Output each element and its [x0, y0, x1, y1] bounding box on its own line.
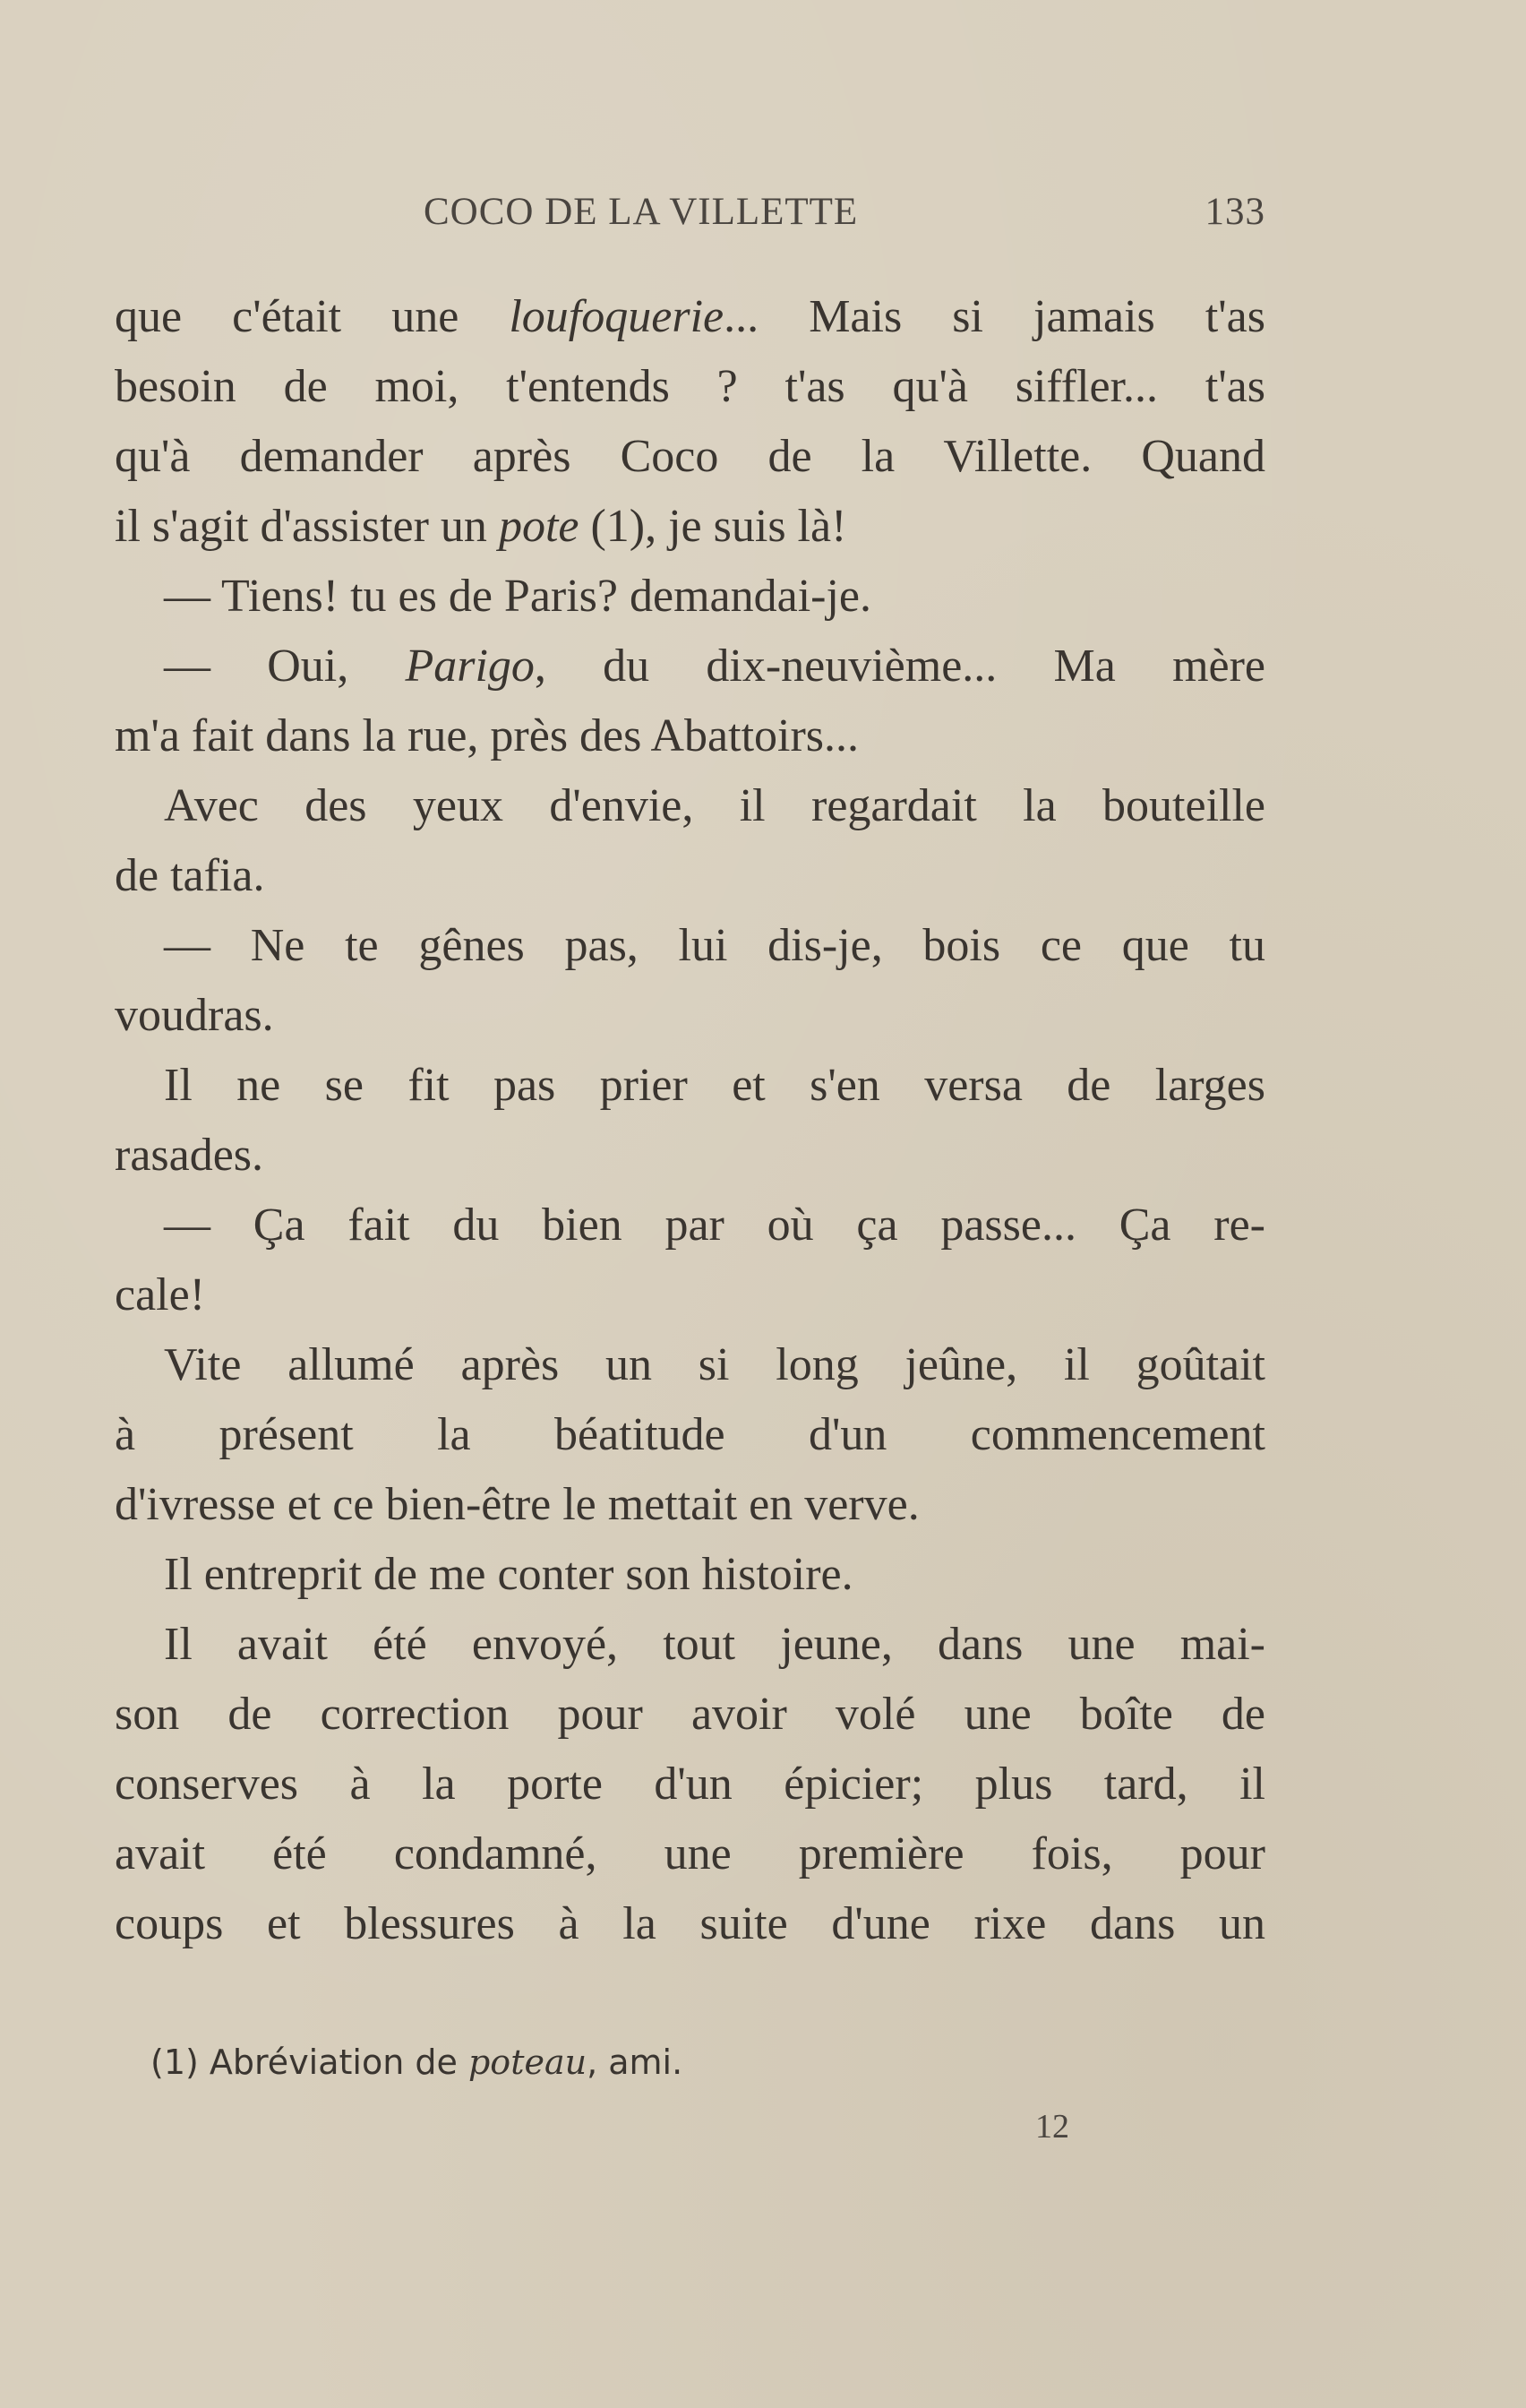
text-segment: il s'agit d'assister un — [115, 501, 499, 552]
text-line — [115, 1121, 1265, 1191]
text-line — [115, 1750, 1265, 1819]
text-line — [115, 981, 1265, 1051]
footnote-marker: (1) — [150, 2042, 199, 2082]
text-line — [115, 282, 1265, 352]
text-segment: voudras. — [115, 990, 274, 1041]
text-segment: Vite allumé après un si long jeûne, il goûtait — [164, 1339, 1265, 1390]
text-segment: conserves à la porte d'un épicier; plus tard, il — [115, 1759, 1265, 1810]
text-segment: Il ne se fit pas prier et s'en versa de larges — [164, 1060, 1265, 1111]
text-line — [115, 1330, 1265, 1400]
text-segment: que c'était une — [115, 291, 510, 342]
text-line — [115, 632, 1265, 701]
text-segment: cale! — [115, 1269, 206, 1320]
text-segment: de tafia. — [115, 850, 265, 901]
text-segment: , du dix-neuvième... Ma mère — [534, 641, 1265, 692]
text-segment: avait été condamné, une première fois, pour — [115, 1828, 1265, 1879]
text-segment: m'a fait dans la rue, près des Abattoirs... — [115, 710, 860, 761]
text-line — [115, 1191, 1265, 1260]
text-segment: Avec des yeux d'envie, il regardait la bouteille — [164, 780, 1265, 831]
text-segment: rasades. — [115, 1130, 264, 1181]
text-line — [115, 1889, 1265, 1959]
italic-word: Parigo — [405, 641, 535, 692]
text-segment: (1), je suis là! — [579, 501, 847, 552]
text-segment: qu'à demander après Coco de la Villette. Quand — [115, 431, 1265, 482]
text-segment: son de correction pour avoir volé une boîte de — [115, 1689, 1265, 1740]
text-line — [115, 1540, 1265, 1610]
text-segment: — Ça fait du bien par où ça passe... Ça re- — [164, 1200, 1265, 1251]
text-line — [115, 1051, 1265, 1121]
text-segment: — Ne te gênes pas, lui dis-je, bois ce que tu — [164, 920, 1265, 971]
text-line — [115, 1819, 1265, 1889]
text-line — [115, 1470, 1265, 1540]
text-line — [115, 1400, 1265, 1470]
text-line — [115, 1680, 1265, 1750]
running-title: COCO DE LA VILLETTE — [424, 191, 859, 233]
text-segment: Il entreprit de me conter son histoire. — [164, 1549, 853, 1600]
text-line — [115, 911, 1265, 981]
italic-word: loufoquerie — [509, 291, 724, 342]
text-segment: ... Mais si jamais t'as — [724, 291, 1265, 342]
text-segment: — Oui, — [164, 641, 406, 692]
text-segment: — Tiens! tu es de Paris? demandai-je. — [164, 571, 871, 622]
signature-mark: 12 — [1035, 2108, 1069, 2146]
text-line — [115, 1610, 1265, 1680]
text-segment: Il avait été envoyé, tout jeune, dans une mai- — [164, 1619, 1265, 1670]
italic-word: pote — [498, 501, 579, 552]
text-line — [115, 352, 1265, 422]
text-line — [115, 492, 1265, 562]
text-line — [115, 771, 1265, 841]
page-number: 133 — [1205, 191, 1265, 233]
text-line — [115, 701, 1265, 771]
running-head — [115, 190, 1265, 244]
text-segment: besoin de moi, t'entends ? t'as qu'à siffler... t'as — [115, 361, 1265, 412]
text-segment: d'ivresse et ce bien-être le mettait en verve. — [115, 1479, 920, 1530]
text-segment: à présent la béatitude d'un commencement — [115, 1409, 1265, 1460]
footnote — [150, 2042, 682, 2082]
text-line — [115, 1260, 1265, 1330]
body-text — [115, 282, 1265, 1959]
footnote-text-post: , ami. — [587, 2042, 683, 2082]
text-line — [115, 841, 1265, 911]
text-line — [115, 422, 1265, 492]
footnote-text-pre: Abréviation de — [198, 2042, 468, 2082]
text-line — [115, 562, 1265, 632]
text-segment: coups et blessures à la suite d'une rixe dans un — [115, 1898, 1265, 1949]
footnote-emphasis: poteau — [467, 2042, 587, 2082]
